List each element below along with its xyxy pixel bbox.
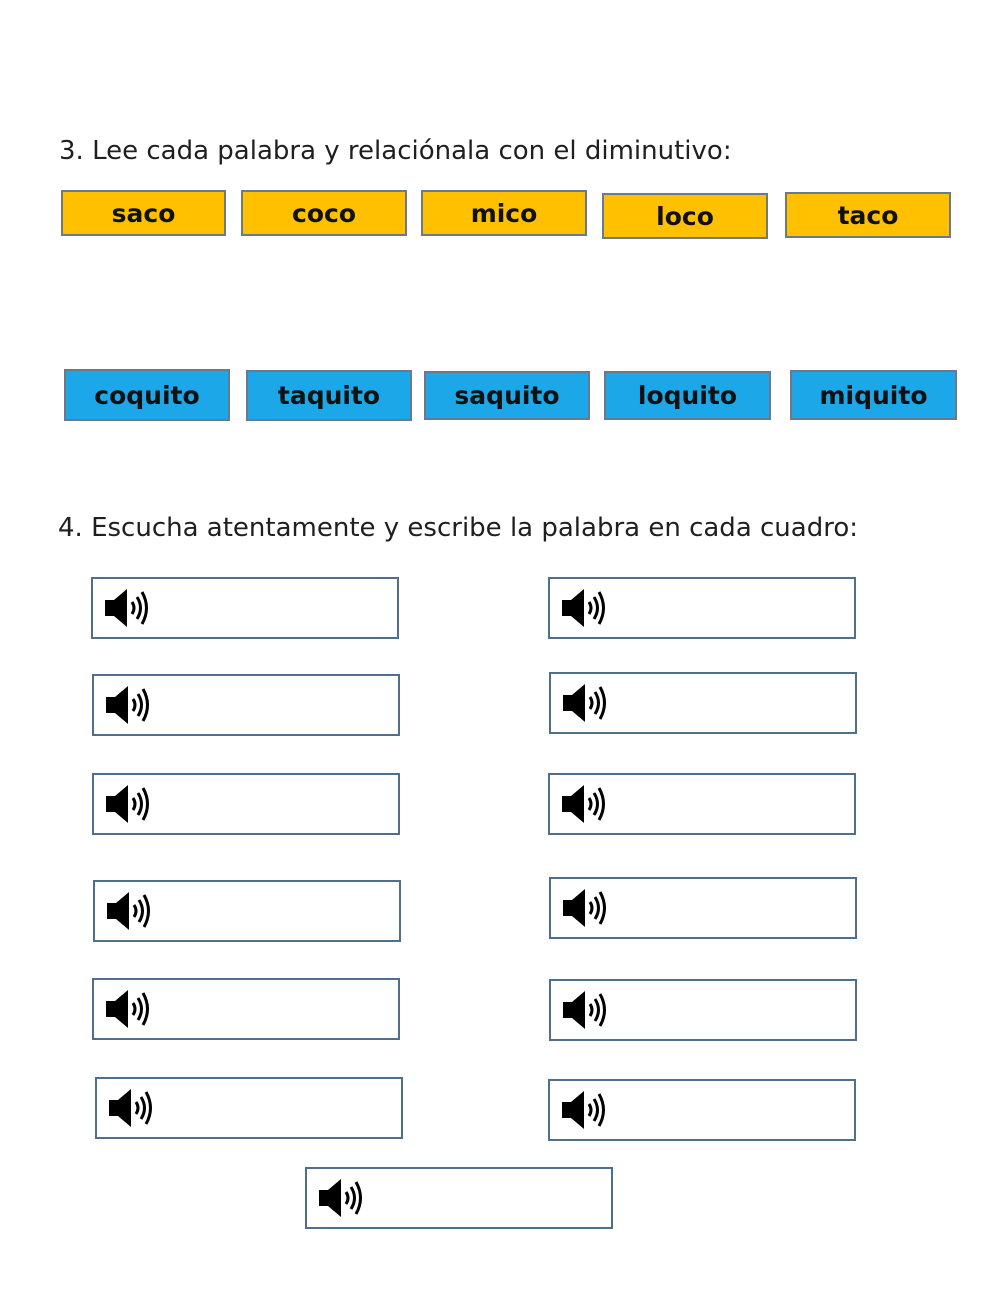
speaker-icon[interactable] (561, 887, 611, 929)
answer-box (549, 979, 857, 1041)
answer-input[interactable] (614, 585, 928, 631)
answer-box (95, 1077, 403, 1139)
answer-input[interactable] (158, 682, 472, 728)
diminutive-tile-coquito[interactable]: coquito (64, 369, 230, 421)
speaker-icon[interactable] (107, 1087, 157, 1129)
speaker-icon[interactable] (317, 1177, 367, 1219)
answer-box (549, 877, 857, 939)
speaker-icon[interactable] (561, 682, 611, 724)
answer-box (549, 672, 857, 734)
word-tile-coco[interactable]: coco (241, 190, 407, 236)
answer-input[interactable] (158, 986, 472, 1032)
diminutive-tile-miquito[interactable]: miquito (790, 370, 957, 420)
answer-input[interactable] (615, 885, 929, 931)
diminutive-tile-saquito[interactable]: saquito (424, 371, 590, 420)
section-3-heading: 3. Lee cada palabra y relaciónala con el diminutivo: (59, 136, 732, 166)
speaker-icon[interactable] (104, 684, 154, 726)
speaker-icon[interactable] (105, 890, 155, 932)
speaker-icon[interactable] (560, 783, 610, 825)
answer-input[interactable] (161, 1085, 475, 1131)
section-4-heading: 4. Escucha atentamente y escribe la palabra en cada cuadro: (58, 513, 859, 543)
speaker-icon[interactable] (560, 587, 610, 629)
answer-box (548, 577, 856, 639)
speaker-icon[interactable] (104, 988, 154, 1030)
diminutive-tile-loquito[interactable]: loquito (604, 371, 771, 420)
answer-box (548, 1079, 856, 1141)
answer-input[interactable] (614, 1087, 928, 1133)
answer-input[interactable] (157, 585, 471, 631)
answer-input[interactable] (158, 781, 472, 827)
answer-input[interactable] (615, 987, 929, 1033)
diminutive-tile-taquito[interactable]: taquito (246, 370, 412, 421)
answer-box (92, 978, 400, 1040)
word-tile-taco[interactable]: taco (785, 192, 951, 238)
speaker-icon[interactable] (103, 587, 153, 629)
speaker-icon[interactable] (560, 1089, 610, 1131)
speaker-icon[interactable] (561, 989, 611, 1031)
speaker-icon[interactable] (104, 783, 154, 825)
answer-input[interactable] (615, 680, 929, 726)
answer-input[interactable] (159, 888, 473, 934)
word-tile-mico[interactable]: mico (421, 190, 587, 236)
answer-input[interactable] (614, 781, 928, 827)
answer-box (93, 880, 401, 942)
answer-box (548, 773, 856, 835)
word-tile-loco[interactable]: loco (602, 193, 768, 239)
answer-box (92, 674, 400, 736)
answer-box (92, 773, 400, 835)
answer-box (91, 577, 399, 639)
answer-box (305, 1167, 613, 1229)
word-tile-saco[interactable]: saco (61, 190, 226, 236)
answer-input[interactable] (371, 1175, 685, 1221)
